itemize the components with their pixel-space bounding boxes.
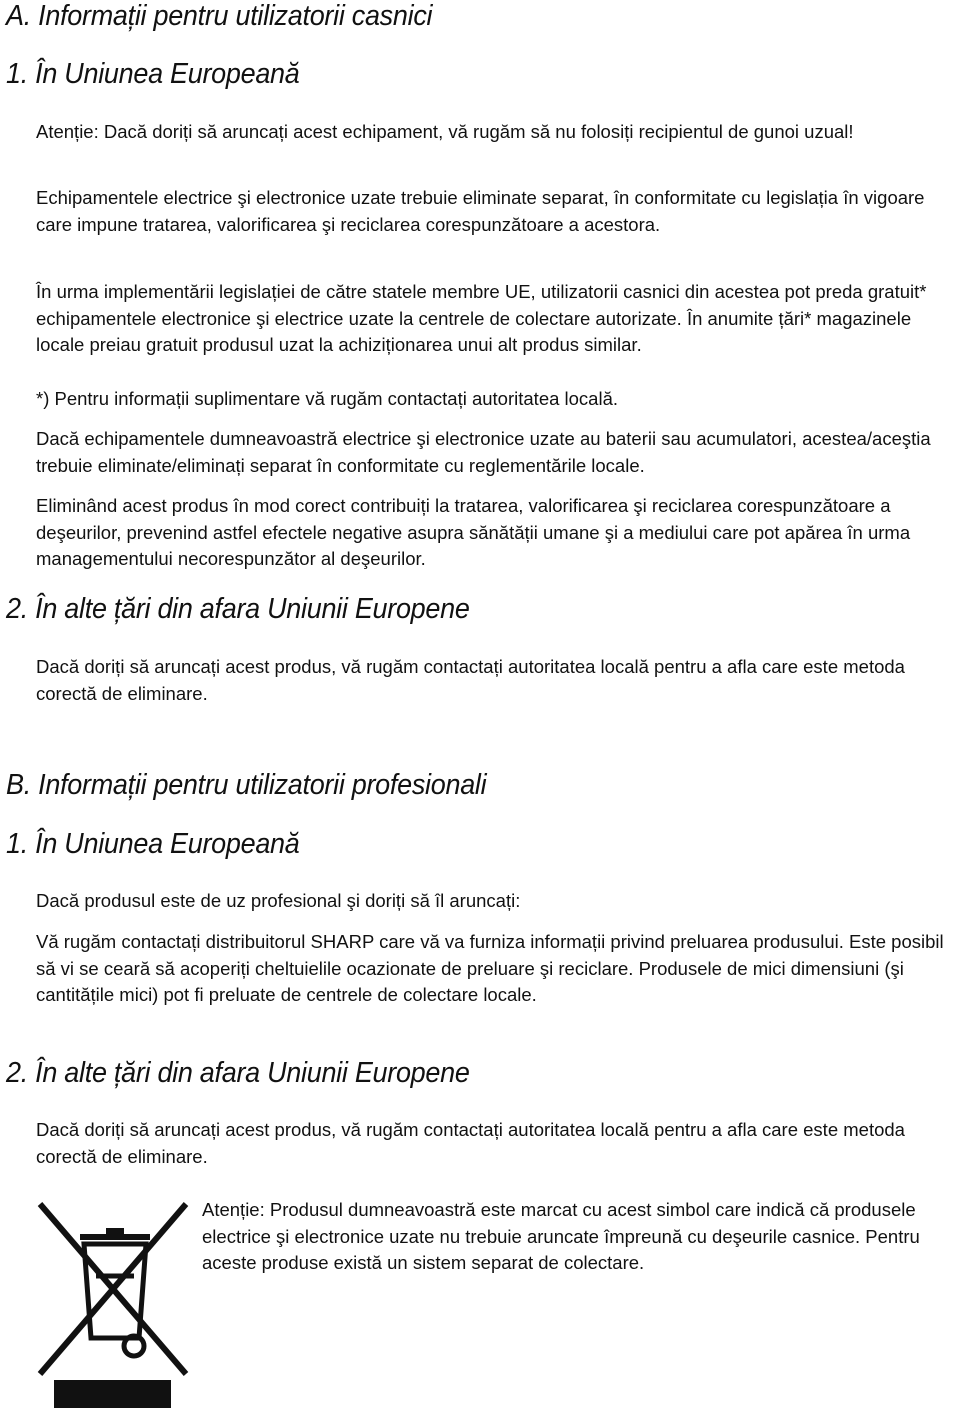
section-a-eu-paragraph-3: În urma implementării legislației de către statele membre UE, utilizatorii casnici din acestea pot preda gratuit* echipamentele electronice şi electrice uzate la centrele de colectare autorizate. În anumite țări* magazinele locale preiau gratuit produsul uzat la achiziționarea unui alt produs similar.: [36, 281, 927, 356]
section-a-eu-paragraph-1: Atenție: Dacă doriți să aruncați acest echipament, vă rugăm să nu folosiți recipientul de gunoi uzual!: [36, 121, 854, 142]
section-a-eu-paragraph-2: Echipamentele electrice şi electronice uzate trebuie eliminate separat, în conformitate cu legislația în vigoare care impune tratarea, valorificarea şi reciclarea corespunzătoare a acestora.: [36, 187, 925, 235]
section-a-eu-paragraph-5: Eliminând acest produs în mod corect contribuiți la tratarea, valorificarea şi reciclarea corespunzătoare a deşeurilor, prevenind astfel efectele negative asupra sănătății umane şi a mediului care pot apărea în urma managementului necorespunzător al deşeurilor.: [36, 495, 911, 570]
section-b-non-eu-heading: 2. În alte țări din afara Uniunii Europene: [6, 1057, 470, 1089]
section-a-eu-footnote: *) Pentru informații suplimentare vă rugăm contactați autoritatea locală.: [36, 388, 619, 409]
section-b-non-eu-paragraph: Dacă doriți să aruncați acest produs, vă rugăm contactați autoritatea locală pentru a afla care este metoda corectă de eliminare.: [36, 1119, 905, 1167]
section-a-eu-paragraph-4: Dacă echipamentele dumneavoastră electrice şi electronice uzate au baterii sau acumulatori, acestea/aceştia trebuie eliminate/eliminați separat în conformitate cu reglementările locale.: [36, 428, 931, 476]
crossed-out-wheelie-bin-icon: [36, 1196, 192, 1416]
notice-text: Atenție: Produsul dumneavoastră este marcat cu acest simbol care indică că produsele electrice şi electronice uzate nu trebuie aruncate împreună cu deşeurile casnice. Pentru aceste produse există un sistem separat de colectare.: [202, 1199, 920, 1274]
section-b-eu-paragraph-1: Dacă produsul este de uz profesional şi doriți să îl aruncați:: [36, 890, 521, 911]
section-a-non-eu-heading: 2. În alte țări din afara Uniunii Europene: [6, 593, 470, 625]
section-a-title: A. Informații pentru utilizatorii casnici: [6, 0, 433, 32]
section-a-eu-heading: 1. În Uniunea Europeană: [6, 58, 300, 90]
section-b-title: B. Informații pentru utilizatorii profesionali: [6, 769, 487, 801]
section-a-non-eu-paragraph: Dacă doriți să aruncați acest produs, vă rugăm contactați autoritatea locală pentru a afla care este metoda corectă de eliminare.: [36, 656, 905, 704]
section-b-eu-heading: 1. În Uniunea Europeană: [6, 828, 300, 860]
section-b-eu-paragraph-2: Vă rugăm contactați distribuitorul SHARP care vă va furniza informații privind preluarea produsului. Este posibil să vi se ceară să acoperiți cheltuielile ocazionate de preluare şi reciclare. Produsele de mici dimensiuni (şi cantitățile mici) pot fi preluate de centrele de colectare locale.: [36, 931, 944, 1006]
